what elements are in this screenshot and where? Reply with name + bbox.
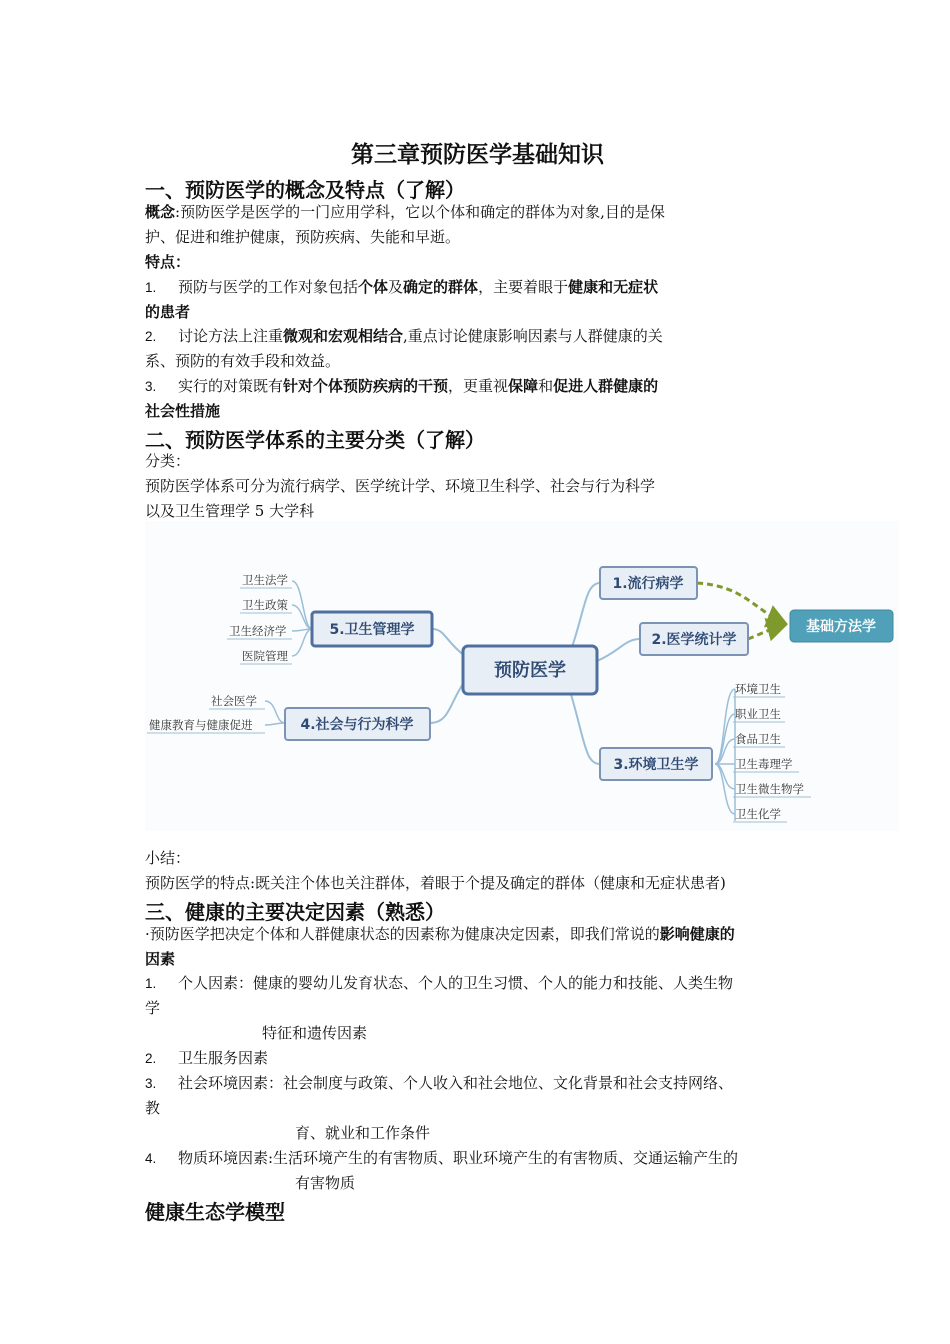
determinant-item-2 bbox=[145, 1046, 810, 1071]
feature-text: 实行的对策既有 bbox=[178, 377, 284, 395]
summary-text: 预防医学的特点:既关注个体也关注群体，着眼于个提及确定的群体（健康和无症状患者) bbox=[145, 874, 726, 892]
child-label: 健康教育与健康促进 bbox=[149, 718, 253, 732]
mindmap-base-node bbox=[790, 610, 893, 642]
feature-text: ,重点讨论健康影响因素与人群健康的关 bbox=[403, 327, 663, 345]
features-label: 特点： bbox=[145, 253, 191, 271]
classification-text-1: 预防医学体系可分为流行病学、医学统计学、环境卫生科学、社会与行为科学 bbox=[145, 477, 656, 495]
mindmap-node-5 bbox=[312, 612, 432, 646]
concept-paragraph bbox=[145, 200, 810, 250]
feature-item-2 bbox=[145, 324, 810, 374]
child-label: 卫生微生物学 bbox=[735, 782, 804, 796]
feature-text: ，更重视 bbox=[448, 377, 509, 395]
feature-text: 系、预防的有效手段和效益。 bbox=[145, 352, 341, 370]
determinant-item-4 bbox=[145, 1146, 810, 1196]
intro-bold: 影响健康的 bbox=[659, 925, 735, 943]
section2-heading: 二、预防医学体系的主要分类（了解） bbox=[145, 428, 485, 452]
feature-text: 讨论方法上注重 bbox=[178, 327, 284, 345]
svg-text:5.卫生管理学: 5.卫生管理学 bbox=[329, 622, 415, 638]
svg-text:4.社会与行为科学: 4.社会与行为科学 bbox=[300, 717, 414, 733]
determinant-text: 物质环境因素:生活环境产生的有害物质、职业环境产生的有害物质、交通运输产生的 bbox=[178, 1149, 739, 1167]
concept-text-2: 护、促进和维护健康，预防疾病、失能和早逝。 bbox=[145, 228, 461, 246]
determinant-text: 教 bbox=[145, 1099, 161, 1117]
determinant-item-3 bbox=[145, 1071, 810, 1146]
feature-bold: 的患者 bbox=[145, 303, 191, 321]
child-label: 卫生法学 bbox=[242, 573, 288, 587]
child-label: 卫生化学 bbox=[735, 807, 781, 821]
child-label: 卫生经济学 bbox=[229, 624, 287, 638]
svg-text:3.环境卫生学: 3.环境卫生学 bbox=[613, 757, 699, 773]
feature-bold: 针对个体预防疾病的干预 bbox=[283, 377, 449, 395]
child-label: 职业卫生 bbox=[735, 707, 781, 721]
mindmap-node-5-children bbox=[229, 573, 288, 663]
child-label: 社会医学 bbox=[211, 694, 257, 708]
intro-text: ·预防医学把决定个体和人群健康状态的因素称为健康决定因素，即我们常说的 bbox=[145, 925, 660, 943]
feature-item-3 bbox=[145, 374, 810, 424]
determinant-text: 卫生服务因素 bbox=[178, 1049, 269, 1067]
ecology-model-heading: 健康生态学模型 bbox=[145, 1200, 285, 1224]
feature-text: 及 bbox=[388, 278, 404, 296]
determinant-text: 学 bbox=[145, 999, 161, 1017]
classification-label: 分类： bbox=[145, 452, 191, 470]
mindmap-node-2 bbox=[640, 623, 748, 655]
feature-text: 预防与医学的工作对象包括 bbox=[178, 278, 359, 296]
feature-bold: 微观和宏观相结合 bbox=[283, 327, 404, 345]
svg-text:1.流行病学: 1.流行病学 bbox=[612, 576, 684, 592]
feature-text: ，主要着眼于 bbox=[478, 278, 569, 296]
determinant-item-1 bbox=[145, 971, 810, 1046]
svg-text:基础方法学: 基础方法学 bbox=[806, 619, 876, 635]
classification-paragraph bbox=[145, 449, 810, 524]
classification-text-2: 以及卫生管理学 5 大学科 bbox=[145, 502, 315, 520]
list-number: 4. bbox=[145, 1151, 157, 1166]
svg-text:预防医学: 预防医学 bbox=[494, 660, 566, 681]
feature-bold: 确定的群体 bbox=[403, 278, 479, 296]
concept-text-1: :预防医学是医学的一门应用学科，它以个体和确定的群体为对象,目的是保 bbox=[175, 203, 665, 221]
determinant-text: 有害物质 bbox=[295, 1174, 356, 1192]
feature-bold: 促进人群健康的 bbox=[553, 377, 659, 395]
child-label: 食品卫生 bbox=[735, 732, 781, 746]
list-number: 3. bbox=[145, 379, 157, 394]
feature-bold: 社会性措施 bbox=[145, 402, 221, 420]
mindmap-node-1 bbox=[600, 567, 697, 599]
determinant-text: 社会环境因素：社会制度与政策、个人收入和社会地位、文化背景和社会支持网络、 bbox=[178, 1074, 734, 1092]
mindmap-figure bbox=[145, 521, 899, 831]
section1-heading: 一、预防医学的概念及特点（了解） bbox=[145, 178, 465, 202]
determinants-intro bbox=[145, 922, 810, 972]
determinant-text: 个人因素：健康的婴幼儿发育状态、个人的卫生习惯、个人的能力和技能、人类生物 bbox=[178, 974, 734, 992]
feature-bold: 个体 bbox=[358, 278, 389, 296]
list-number: 2. bbox=[145, 329, 157, 344]
child-label: 医院管理 bbox=[242, 649, 288, 663]
mindmap-node-4 bbox=[285, 708, 430, 740]
feature-bold: 健康和无症状 bbox=[568, 278, 659, 296]
list-number: 1. bbox=[145, 280, 157, 295]
summary-label: 小结： bbox=[145, 849, 191, 867]
list-number: 3. bbox=[145, 1076, 157, 1091]
list-number: 1. bbox=[145, 976, 157, 991]
child-label: 卫生毒理学 bbox=[735, 757, 793, 771]
mindmap-node-3-children bbox=[735, 682, 804, 821]
intro-bold: 因素 bbox=[145, 950, 176, 968]
feature-text: 和 bbox=[538, 377, 554, 395]
child-label: 卫生政策 bbox=[242, 598, 288, 612]
mindmap-center-node bbox=[463, 646, 597, 694]
concept-label: 概念 bbox=[145, 203, 176, 221]
child-label: 环境卫生 bbox=[735, 682, 781, 696]
determinant-text: 育、就业和工作条件 bbox=[295, 1124, 431, 1142]
page-title: 第三章预防医学基础知识 bbox=[351, 142, 604, 168]
feature-bold: 保障 bbox=[508, 377, 539, 395]
svg-text:2.医学统计学: 2.医学统计学 bbox=[651, 632, 737, 648]
list-number: 2. bbox=[145, 1051, 157, 1066]
determinant-text: 特征和遗传因素 bbox=[262, 1024, 368, 1042]
feature-item-1 bbox=[145, 275, 810, 325]
summary-paragraph bbox=[145, 846, 810, 896]
section3-heading: 三、健康的主要决定因素（熟悉） bbox=[145, 900, 445, 924]
mindmap-node-4-children bbox=[149, 694, 257, 732]
mindmap-node-3 bbox=[600, 748, 712, 780]
